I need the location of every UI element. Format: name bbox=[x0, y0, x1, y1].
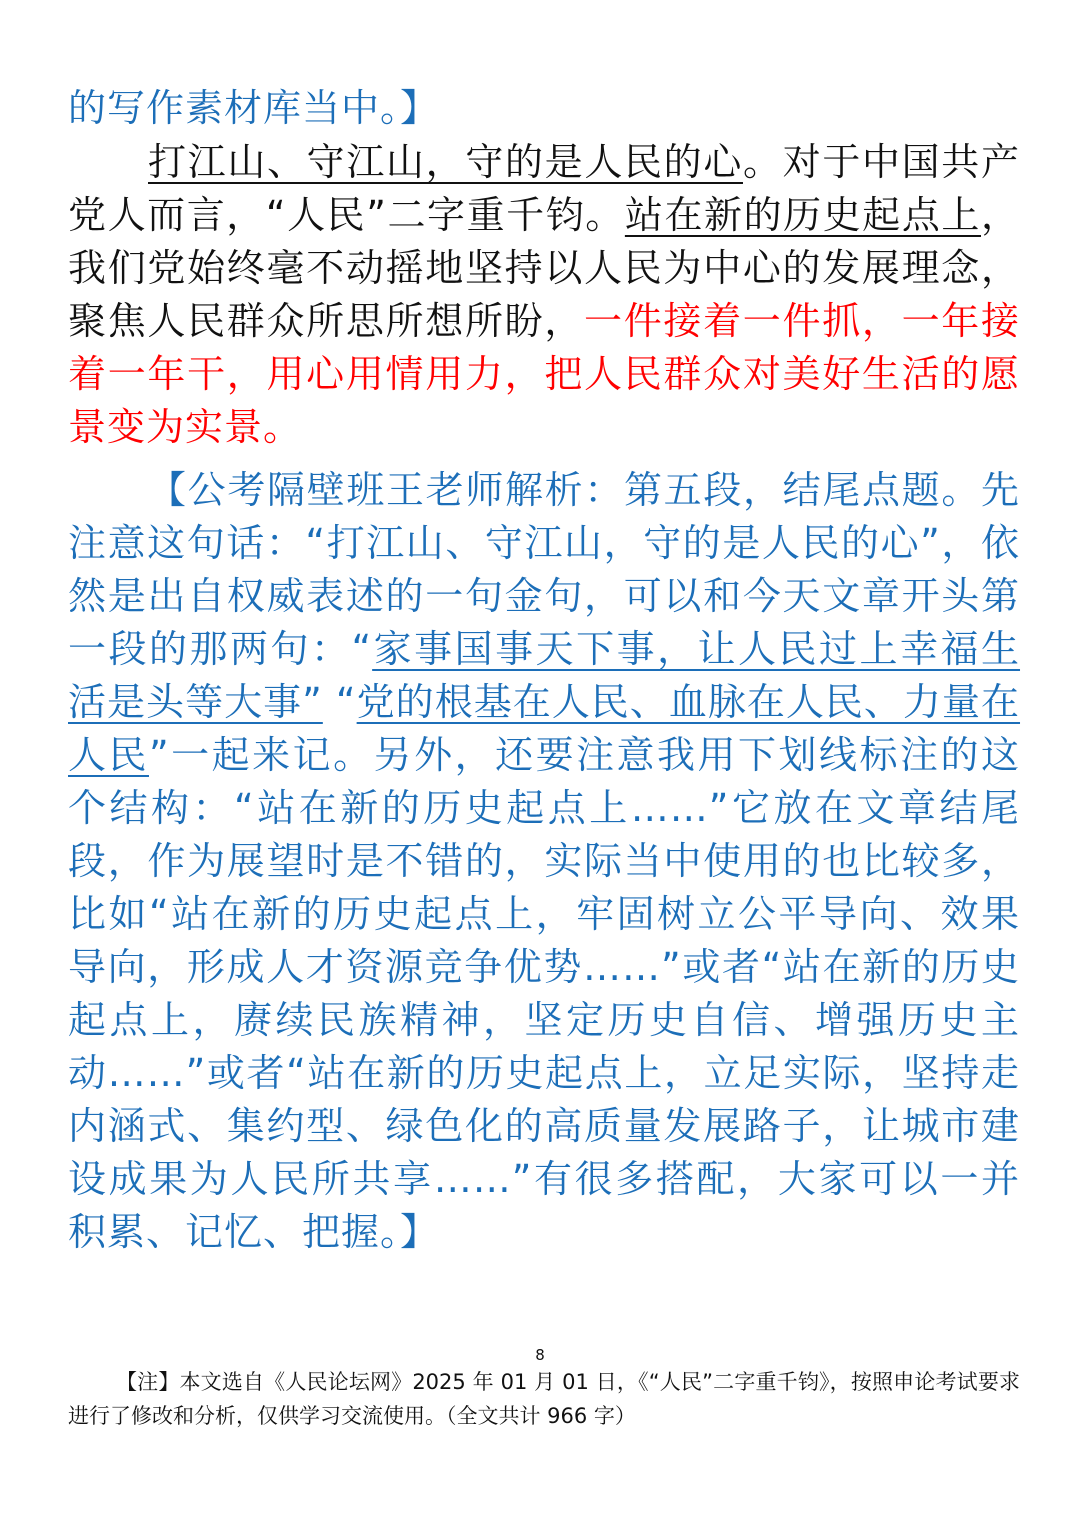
analysis-tail-text: 的写作素材库当中。】 bbox=[68, 86, 440, 130]
analysis-tail-line bbox=[68, 82, 1020, 135]
underlined-lead-sentence: 打江山、守江山，守的是人民的心 bbox=[148, 140, 743, 184]
analysis-text-part-2: “ bbox=[322, 680, 357, 724]
analysis-paragraph bbox=[68, 464, 1020, 1259]
analysis-underlined-quote-1: 家事国事天下事，让人民过上幸福生活是头等大事” bbox=[68, 627, 1021, 724]
source-note: 【注】本文选自《人民论坛网》2025 年 01 月 01 日，《“人民”二字重千钧》，按照申论考试要求进行了修改和分析，仅供学习交流使用。（全文共计 966 字） bbox=[68, 1370, 1020, 1428]
analysis-text-part-1: 【公考隔壁班王老师解析：第五段，结尾点题。先注意这句话：“打江山、守江山，守的是人民的心”，依然是出自权威表述的一句金句，可以和今天文章开头第一段的那两句：“ bbox=[68, 468, 1020, 671]
red-highlighted-text: 一件接着一件抓，一年接着一年干，用心用情用力，把人民群众对美好生活的愿景变为实景。 bbox=[68, 299, 1020, 449]
underlined-phrase: 站在新的历史起点上 bbox=[624, 193, 981, 237]
main-paragraph bbox=[68, 136, 1020, 454]
analysis-underlined-quote-2: 党的根基在人民、血脉在人民、力量在人民 bbox=[68, 680, 1021, 777]
main-text-part-1: 。对于中国共产党人而言，“人民”二字重千钧。 bbox=[68, 140, 1020, 237]
main-text-part-2: ，我们党始终毫不动摇地坚持以人民为中心的发展理念，聚焦人民群众所思所想所盼， bbox=[68, 193, 1020, 343]
analysis-text-part-3: ”一起来记。另外，还要注意我用下划线标注的这个结构：“站在新的历史起点上……”它放在文章结尾段，作为展望时是不错的，实际当中使用的也比较多，比如“站在新的历史起点上，牢固树立公平导向、效果导向，形成人才资源竞争优势……”或者“站在新的历史起点上，赓续民族精神，坚定历史自信、增强历史主动……”或者“站在新的历史起点上，立足实际，坚持走内涵式、集约型、绿色化的高质量发展路子，让城市建设成果为人民所共享……”有很多搭配，大家可以一并积累、记忆、把握。】 bbox=[68, 733, 1020, 1254]
page-number: 8 bbox=[535, 1346, 545, 1364]
